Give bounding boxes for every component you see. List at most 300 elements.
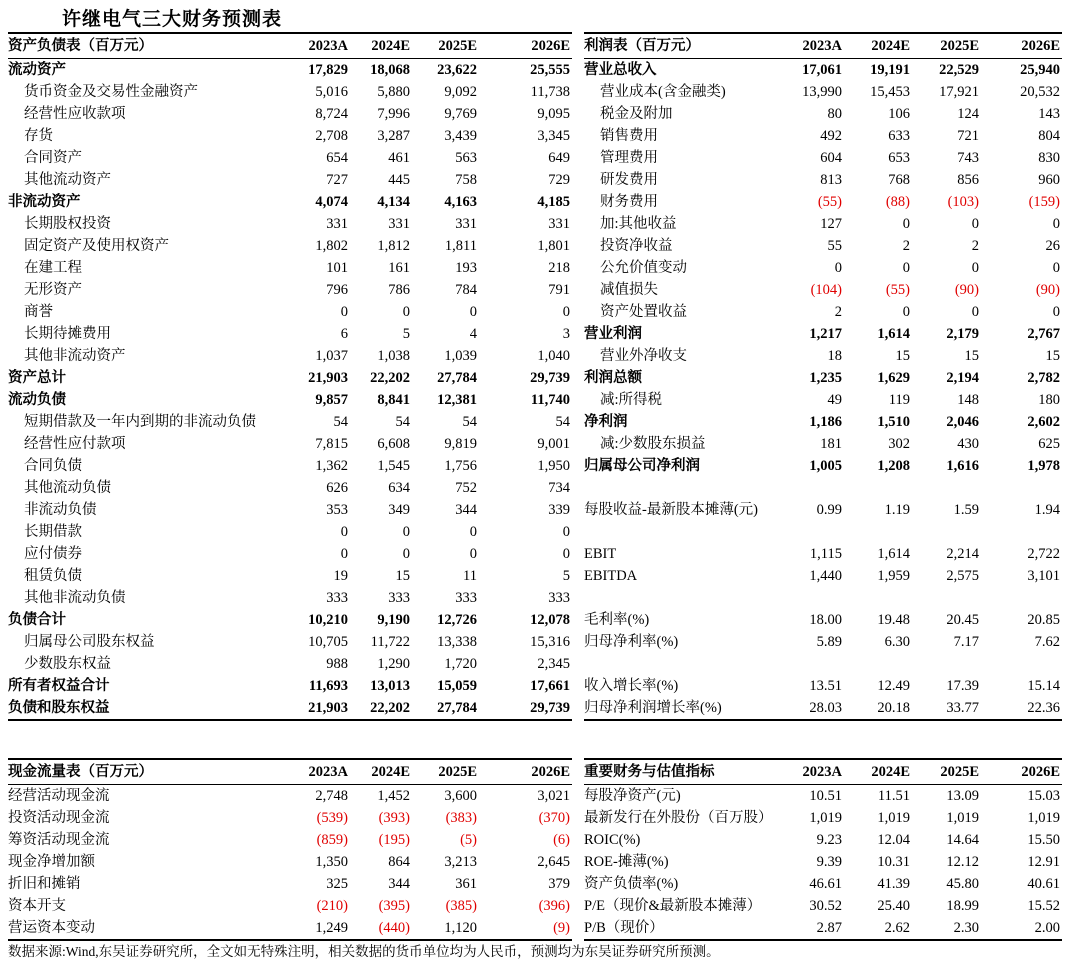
table-row [584, 367, 1062, 389]
table-row [584, 323, 1062, 345]
table-row [584, 609, 1062, 631]
table-row [584, 499, 1062, 521]
row-value: 15,453 [870, 84, 910, 100]
row-value: 54 [395, 414, 410, 430]
row-label: 资产负债率(%) [584, 876, 679, 892]
row-value: 0 [1052, 216, 1060, 232]
row-label: 短期借款及一年内到期的非流动负债 [24, 414, 256, 430]
row-value: 15.52 [1027, 898, 1060, 914]
year-header: 2026E [1021, 764, 1060, 780]
row-value: 2,708 [315, 128, 348, 144]
row-value: 1,510 [877, 414, 910, 430]
row-value: (6) [553, 832, 570, 848]
row-value: (103) [947, 194, 979, 210]
row-label: 少数股东权益 [24, 656, 111, 672]
row-label: 所有者权益合计 [8, 678, 110, 694]
table-row [584, 301, 1062, 323]
row-value: 331 [326, 216, 348, 232]
row-label: 研发费用 [600, 172, 658, 188]
row-value: 148 [957, 392, 979, 408]
table-row [584, 433, 1062, 455]
row-value: (5) [460, 832, 477, 848]
row-value: (396) [538, 898, 570, 914]
row-value: 15.14 [1027, 678, 1060, 694]
table-row [8, 301, 572, 323]
row-value: 21,903 [308, 700, 348, 716]
row-label: 现金净增加额 [8, 854, 95, 870]
row-value: 1,811 [444, 238, 477, 254]
row-value: 22,202 [370, 370, 410, 386]
row-value: 349 [388, 502, 410, 518]
row-value: 813 [820, 172, 842, 188]
row-label: EBITDA [584, 568, 638, 584]
row-value: 5,880 [377, 84, 410, 100]
row-value: 8,724 [315, 106, 348, 122]
row-value: 12.91 [1027, 854, 1060, 870]
row-label: 归母净利润增长率(%) [584, 700, 722, 716]
row-value: 563 [455, 150, 477, 166]
row-value: 339 [548, 502, 570, 518]
row-value: 3,439 [444, 128, 477, 144]
row-label: EBIT [584, 546, 617, 562]
row-value: 0 [402, 546, 410, 562]
row-value: 12.12 [946, 854, 979, 870]
table-row [8, 587, 572, 609]
table-row [584, 873, 1062, 895]
table-row [584, 543, 1062, 565]
row-value: 804 [1038, 128, 1060, 144]
table-row [584, 213, 1062, 235]
row-value: 25,940 [1020, 62, 1060, 78]
row-value: 1,720 [444, 656, 477, 672]
row-label: 长期股权投资 [24, 216, 111, 232]
row-value: 2.87 [816, 920, 842, 936]
table-row [584, 675, 1062, 697]
row-value: 2,214 [946, 546, 979, 562]
row-value: 1,005 [809, 458, 842, 474]
row-value: 4,185 [537, 194, 570, 210]
row-value: 3 [562, 326, 570, 342]
row-value: 17.39 [946, 678, 979, 694]
table-row [8, 477, 572, 499]
table-row [8, 169, 572, 191]
row-value: (104) [810, 282, 842, 298]
row-value: 17,661 [530, 678, 570, 694]
row-value: 2,748 [315, 788, 348, 804]
row-value: 18.99 [946, 898, 979, 914]
row-value: 768 [888, 172, 910, 188]
row-value: 1,440 [809, 568, 842, 584]
row-value: 0 [902, 304, 910, 320]
row-label: 营业外净收支 [600, 348, 687, 364]
row-value: 193 [455, 260, 477, 276]
row-value: 445 [388, 172, 410, 188]
row-value: 333 [548, 590, 570, 606]
row-value: 2,645 [537, 854, 570, 870]
row-label: 每股净资产(元) [584, 788, 681, 804]
row-value: 11 [463, 568, 477, 584]
row-label: 资本开支 [8, 898, 66, 914]
row-value: 15 [395, 568, 410, 584]
row-value: 1.94 [1034, 502, 1060, 518]
row-value: 9,819 [444, 436, 477, 452]
row-value: 2,767 [1027, 326, 1060, 342]
table-row [584, 521, 1062, 543]
row-value: 22,202 [370, 700, 410, 716]
row-value: 0 [902, 260, 910, 276]
row-label: 长期待摊费用 [24, 326, 111, 342]
row-value: 2 [834, 304, 842, 320]
table-row [8, 807, 572, 829]
row-label: 租赁负债 [24, 568, 82, 584]
table-row [8, 103, 572, 125]
row-value: 1,019 [877, 810, 910, 826]
row-value: 180 [1038, 392, 1060, 408]
row-value: (55) [885, 282, 910, 298]
row-label: 收入增长率(%) [584, 678, 679, 694]
row-label: 流动资产 [8, 62, 66, 78]
table-row [584, 785, 1062, 807]
table-header-row [584, 32, 1062, 59]
row-label: 税金及附加 [600, 106, 673, 122]
row-label: 毛利率(%) [584, 612, 650, 628]
row-value: 796 [326, 282, 348, 298]
row-label: 商誉 [24, 304, 53, 320]
row-label: 流动负债 [8, 392, 66, 408]
row-value: 721 [957, 128, 979, 144]
row-value: 41.39 [877, 876, 910, 892]
row-value: 2 [902, 238, 910, 254]
row-value: 4,163 [444, 194, 477, 210]
table-row [584, 147, 1062, 169]
row-label: 应付债券 [24, 546, 82, 562]
row-value: 161 [388, 260, 410, 276]
year-header: 2026E [531, 764, 570, 780]
row-value: 1.19 [884, 502, 910, 518]
row-value: 1,756 [444, 458, 477, 474]
row-value: 758 [455, 172, 477, 188]
row-value: 492 [820, 128, 842, 144]
table-row [8, 345, 572, 367]
row-value: 11,693 [308, 678, 348, 694]
row-value: (88) [885, 194, 910, 210]
row-value: 46.61 [809, 876, 842, 892]
row-value: 784 [455, 282, 477, 298]
row-value: 1,040 [537, 348, 570, 364]
row-label: 折旧和摊销 [8, 876, 81, 892]
row-value: 20.18 [877, 700, 910, 716]
row-value: 0 [834, 260, 842, 276]
row-label: 营业总收入 [584, 62, 657, 78]
table-row [8, 785, 572, 807]
table-header-row [584, 758, 1062, 785]
table-row [8, 653, 572, 675]
row-value: 864 [388, 854, 410, 870]
row-value: 1.59 [953, 502, 979, 518]
year-header: 2026E [531, 38, 570, 54]
row-value: 10.31 [877, 854, 910, 870]
row-value: 743 [957, 150, 979, 166]
row-label: 投资活动现金流 [8, 810, 110, 826]
row-value: 1,186 [809, 414, 842, 430]
valuation-metrics-table [584, 758, 1062, 941]
row-value: 331 [455, 216, 477, 232]
row-value: 49 [827, 392, 842, 408]
table-row [8, 675, 572, 697]
row-value: (210) [316, 898, 348, 914]
row-value: 734 [548, 480, 570, 496]
row-value: 7,996 [377, 106, 410, 122]
row-value: 1,959 [877, 568, 910, 584]
row-value: 2,194 [946, 370, 979, 386]
table-row [8, 389, 572, 411]
row-value: 124 [957, 106, 979, 122]
year-header: 2024E [871, 38, 910, 54]
row-value: 1,019 [1027, 810, 1060, 826]
row-value: 13,990 [802, 84, 842, 100]
row-label: 销售费用 [600, 128, 658, 144]
row-value: 2,602 [1027, 414, 1060, 430]
row-value: 0 [1052, 304, 1060, 320]
row-label: 长期借款 [24, 524, 82, 540]
row-value: 2.00 [1034, 920, 1060, 936]
row-label: 最新发行在外股份（百万股） [584, 810, 773, 826]
row-value: 1,115 [809, 546, 842, 562]
row-value: 856 [957, 172, 979, 188]
row-value: 13.09 [946, 788, 979, 804]
row-value: (195) [378, 832, 410, 848]
year-header: 2024E [871, 764, 910, 780]
row-value: 11,738 [530, 84, 570, 100]
year-header: 2025E [438, 38, 477, 54]
row-label: 固定资产及使用权资产 [24, 238, 169, 254]
row-label: P/E（现价&最新股本摊薄） [584, 898, 762, 914]
row-value: 20,532 [1020, 84, 1060, 100]
row-value: 0.99 [816, 502, 842, 518]
row-value: 0 [562, 524, 570, 540]
table-row [8, 81, 572, 103]
row-value: 0 [340, 546, 348, 562]
row-value: 28.03 [809, 700, 842, 716]
row-label: 合同负债 [24, 458, 82, 474]
row-value: 2.62 [884, 920, 910, 936]
row-value: 1,978 [1027, 458, 1060, 474]
table-row [8, 697, 572, 721]
row-value: 353 [326, 502, 348, 518]
table-title: 现金流量表（百万元） [8, 764, 153, 780]
year-header: 2024E [371, 764, 410, 780]
row-value: 1,208 [877, 458, 910, 474]
row-value: 4,134 [377, 194, 410, 210]
row-value: 379 [548, 876, 570, 892]
row-value: 11,722 [370, 634, 410, 650]
table-row [8, 147, 572, 169]
row-value: 649 [548, 150, 570, 166]
row-label: 管理费用 [600, 150, 658, 166]
row-value: 30.52 [809, 898, 842, 914]
year-header: 2023A [802, 764, 842, 780]
row-value: 3,287 [377, 128, 410, 144]
row-value: 101 [326, 260, 348, 276]
year-header: 2025E [438, 764, 477, 780]
row-label: 投资净收益 [600, 238, 673, 254]
row-value: 331 [548, 216, 570, 232]
row-value: 7.17 [953, 634, 979, 650]
row-value: 333 [326, 590, 348, 606]
row-label: 资产总计 [8, 370, 66, 386]
row-value: 0 [971, 304, 979, 320]
table-row [584, 191, 1062, 213]
row-value: 333 [388, 590, 410, 606]
row-value: 2,575 [946, 568, 979, 584]
row-value: 0 [971, 216, 979, 232]
row-value: 27,784 [437, 700, 477, 716]
table-row [584, 257, 1062, 279]
row-value: 12,381 [437, 392, 477, 408]
table-row [584, 829, 1062, 851]
row-value: 2,179 [946, 326, 979, 342]
row-label: 归母净利率(%) [584, 634, 679, 650]
row-label: 利润总额 [584, 370, 642, 386]
row-value: 20.45 [946, 612, 979, 628]
row-value: 0 [562, 546, 570, 562]
table-row [584, 565, 1062, 587]
table-row [8, 279, 572, 301]
row-value: 6,608 [377, 436, 410, 452]
row-value: 54 [462, 414, 477, 430]
row-value: 6 [340, 326, 348, 342]
row-value: 1,249 [315, 920, 348, 936]
row-value: 11,740 [530, 392, 570, 408]
row-value: 1,452 [377, 788, 410, 804]
row-label: 经营活动现金流 [8, 788, 110, 804]
row-value: 45.80 [946, 876, 979, 892]
row-value: (395) [378, 898, 410, 914]
table-row [8, 125, 572, 147]
row-value: 5,016 [315, 84, 348, 100]
row-value: 11.51 [877, 788, 910, 804]
table-row [8, 917, 572, 941]
row-value: 729 [548, 172, 570, 188]
row-value: 18.00 [809, 612, 842, 628]
row-value: 21,903 [308, 370, 348, 386]
row-value: 9,857 [315, 392, 348, 408]
row-label: 每股收益-最新股本摊薄(元) [584, 502, 758, 518]
balance-sheet-table [8, 32, 572, 721]
row-label: 非流动负债 [24, 502, 97, 518]
row-value: 1,801 [537, 238, 570, 254]
row-value: 22,529 [939, 62, 979, 78]
row-value: 988 [326, 656, 348, 672]
row-value: 0 [1052, 260, 1060, 276]
row-value: 218 [548, 260, 570, 276]
row-value: (370) [538, 810, 570, 826]
table-row [8, 323, 572, 345]
table-row [8, 433, 572, 455]
table-row [8, 59, 572, 81]
row-value: 7,815 [315, 436, 348, 452]
row-value: 9.39 [816, 854, 842, 870]
row-value: 654 [326, 150, 348, 166]
table-row [8, 191, 572, 213]
row-value: 20.85 [1027, 612, 1060, 628]
row-value: 13,338 [437, 634, 477, 650]
row-value: 1,350 [315, 854, 348, 870]
row-value: 15,059 [437, 678, 477, 694]
row-value: 13,013 [370, 678, 410, 694]
row-value: 55 [827, 238, 842, 254]
table-row [584, 279, 1062, 301]
row-value: (383) [445, 810, 477, 826]
row-value: 13.51 [809, 678, 842, 694]
row-value: 12.49 [877, 678, 910, 694]
row-value: 625 [1038, 436, 1060, 452]
row-value: 17,921 [939, 84, 979, 100]
row-value: 960 [1038, 172, 1060, 188]
table-row [584, 587, 1062, 609]
year-header: 2023A [308, 38, 348, 54]
year-header: 2024E [371, 38, 410, 54]
row-value: 119 [888, 392, 910, 408]
table-row [584, 455, 1062, 477]
row-value: 0 [402, 524, 410, 540]
table-title: 资产负债表（百万元） [8, 38, 153, 54]
row-value: 604 [820, 150, 842, 166]
row-value: 0 [562, 304, 570, 320]
table-title: 重要财务与估值指标 [584, 764, 715, 780]
year-header: 2026E [1021, 38, 1060, 54]
table-row [584, 125, 1062, 147]
table-row [584, 917, 1062, 941]
row-value: 0 [340, 304, 348, 320]
row-value: 3,345 [537, 128, 570, 144]
table-row [8, 411, 572, 433]
row-value: 9,769 [444, 106, 477, 122]
row-value: 10,210 [308, 612, 348, 628]
table-row [584, 59, 1062, 81]
row-value: 25,555 [530, 62, 570, 78]
row-value: 1,362 [315, 458, 348, 474]
row-value: 3,021 [537, 788, 570, 804]
year-header: 2023A [308, 764, 348, 780]
table-header-row [8, 32, 572, 59]
row-value: 127 [820, 216, 842, 232]
row-value: (55) [817, 194, 842, 210]
row-label: 经营性应收款项 [24, 106, 126, 122]
data-source-note: 数据来源:Wind,东吴证券研究所，全文如无特殊注明，相关数据的货币单位均为人民币，预测均为东吴证券研究所预测。 [8, 944, 720, 959]
row-value: 2,345 [537, 656, 570, 672]
row-value: 633 [888, 128, 910, 144]
row-value: 361 [455, 876, 477, 892]
table-row [8, 257, 572, 279]
row-label: 合同资产 [24, 150, 82, 166]
table-row [584, 81, 1062, 103]
row-value: 0 [402, 304, 410, 320]
row-value: 1,545 [377, 458, 410, 474]
table-row [584, 631, 1062, 653]
table-row [584, 653, 1062, 675]
table-row [8, 631, 572, 653]
row-value: 19.48 [877, 612, 910, 628]
row-value: 5.89 [816, 634, 842, 650]
row-value: 18 [827, 348, 842, 364]
row-label: 财务费用 [600, 194, 658, 210]
table-row [8, 455, 572, 477]
row-value: (9) [553, 920, 570, 936]
row-value: 1,616 [946, 458, 979, 474]
row-value: 54 [333, 414, 348, 430]
row-label: 营业成本(含金融类) [600, 84, 726, 100]
